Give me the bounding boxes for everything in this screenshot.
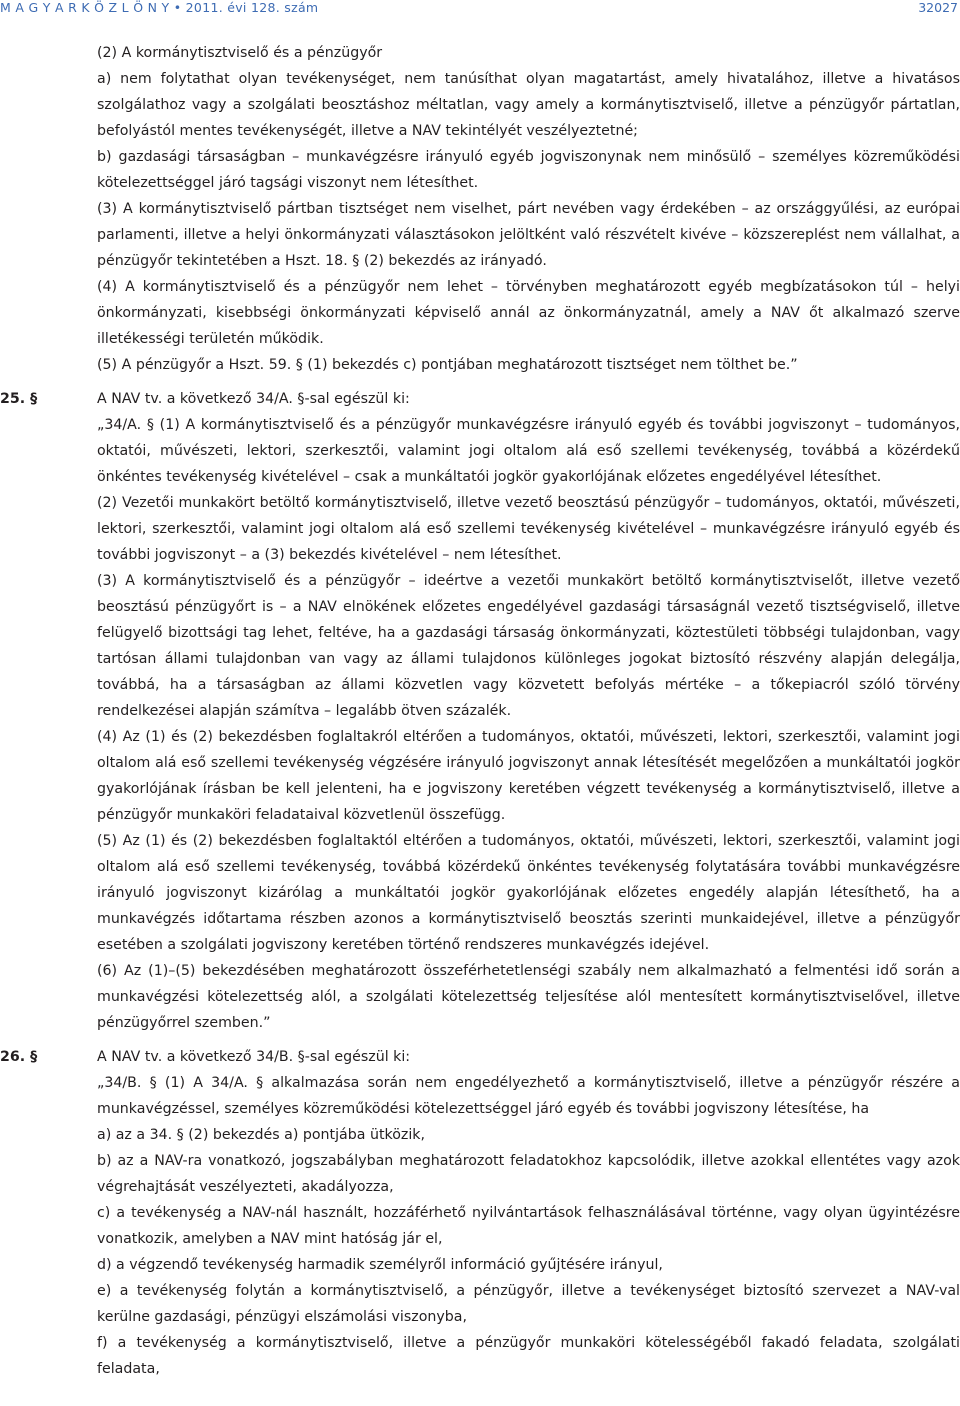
paragraph: „34/A. § (1) A kormánytisztviselő és a pénzügyőr munkavégzésre irányuló egyéb és további jogviszonyt – tudományos, oktatói, művészeti, lektori, szerkesztői, valamint jogi oltalom alá eső szellemi tevékenység, továbbá a közérdekű önkéntes tevékenység kivételével – csak a munkáltatói jogkör gyakorlójának előzetes engedélyével létesíthet. bbox=[97, 417, 960, 485]
paragraph: (5) Az (1) és (2) bekezdésben foglaltaktól eltérően a tudományos, oktatói, művészeti, lektori, szerkesztői, valamint jogi oltalom alá eső szellemi tevékenység, továbbá közérdekű önkéntes tevékenység folytatására további munkavégzésre irányuló jogviszonyt kizárólag a munkáltatói jogkör gyakorlójának előzetes engedély alapján létesíthető, ha a munkavégzés időtartama részben azonos a kormánytisztviselő beosztás szerinti munkaidejével, illetve a pénzügyőr esetében a szolgálati jogviszony keretében történő rendszeres munkavégzés idejével. bbox=[97, 833, 960, 953]
paragraph: b) gazdasági társaságban – munkavégzésre irányuló egyéb jogviszonynak nem minősülő – személyes közreműködési kötelezettséggel járó tagsági viszonyt nem létesíthet. bbox=[97, 149, 960, 191]
list-item: e) a tevékenység folytán a kormánytisztviselő, a pénzügyőr, illetve a tevékenységet biztosító szervezet a NAV-val kerülne gazdasági, pénzügyi elszámolási viszonyba, bbox=[97, 1283, 960, 1325]
paragraph: (6) Az (1)–(5) bekezdésében meghatározott összeférhetetlenségi szabály nem alkalmazható a felmentési idő során a munkavégzési kötelezettség alól, a szolgálati kötelezettség teljesítése alól mentesített kormánytisztviselővel, illetve pénzügyőrrel szemben.” bbox=[97, 963, 960, 1031]
page-header bbox=[0, 0, 960, 20]
section-26 bbox=[0, 1044, 960, 1382]
section-number: 25. § bbox=[0, 391, 38, 407]
section-spacer bbox=[0, 1036, 960, 1044]
paragraph: (2) Vezetői munkakört betöltő kormánytisztviselő, illetve vezető beosztású pénzügyőr – tudományos, oktatói, művészeti, lektori, szerkesztői, valamint jogi oltalom alá eső szellemi tevékenység kivételével – munkavégzésre irányuló egyéb és további jogviszonyt – a (3) bekezdés kivételével – nem létesíthet. bbox=[97, 495, 960, 563]
paragraph: „34/B. § (1) A 34/A. § alkalmazása során nem engedélyezhető a kormánytisztviselő, illetve a pénzügyőr részére a munkavégzéssel, személyes közreműködési kötelezettséggel járó egyéb és további jogviszony létesítése, ha bbox=[97, 1075, 960, 1117]
section-number: 26. § bbox=[0, 1049, 38, 1065]
list-item: a) az a 34. § (2) bekezdés a) pontjába ütközik, bbox=[97, 1127, 426, 1143]
section-intro: A NAV tv. a következő 34/B. §-sal egészül ki: bbox=[97, 1049, 411, 1065]
list-item: f) a tevékenység a kormánytisztviselő, illetve a pénzügyőr munkaköri kötelességéből fakadó feladata, szolgálati feladata, bbox=[97, 1335, 960, 1377]
document-body bbox=[0, 40, 960, 1382]
section-spacer bbox=[0, 378, 960, 386]
paragraph: (3) A kormánytisztviselő pártban tisztséget nem viselhet, párt nevében vagy érdekében – az országgyűlési, az európai parlamenti, illetve a helyi önkormányzati választásokon jelöltként való részvételt kivéve – közszereplést nem vállalhat, a pénzügyőr tekintetében a Hszt. 18. § (2) bekezdés az irányadó. bbox=[97, 201, 960, 269]
section-25 bbox=[0, 386, 960, 1036]
paragraph: (2) A kormánytisztviselő és a pénzügyőr bbox=[97, 45, 383, 61]
section-intro: A NAV tv. a következő 34/A. §-sal egészül ki: bbox=[97, 391, 410, 407]
paragraph: (4) Az (1) és (2) bekezdésben foglaltakról eltérően a tudományos, oktatói, művészeti, lektori, szerkesztői, valamint jogi oltalom alá eső szellemi tevékenység végzésére irányuló jogviszonyt annak létesítését megelőzően a munkáltatói jogkör gyakorlójának írásban be kell jelenteni, ha e jogviszony keretében végzett tevékenység a kormánytisztviselő, illetve a pénzügyőr munkaköri feladataival közvetlenül összefügg. bbox=[97, 729, 960, 823]
journal-title: M A G Y A R K Ö Z L Ö N Y • 2011. évi 128. szám bbox=[0, 0, 319, 15]
list-item: c) a tevékenység a NAV-nál használt, hozzáférhető nyilvántartások felhasználásával történne, vagy olyan ügyintézésre vonatkozik, amelyben a NAV mint hatóság jár el, bbox=[97, 1205, 960, 1247]
paragraph: (5) A pénzügyőr a Hszt. 59. § (1) bekezdés c) pontjában meghatározott tisztséget nem tölthet be.” bbox=[97, 357, 798, 373]
paragraph: (4) A kormánytisztviselő és a pénzügyőr nem lehet – törvényben meghatározott egyéb megbízatásokon túl – helyi önkormányzati, kisebbségi önkormányzati képviselő annál az önkormányzatnál, amely a NAV őt alkalmazó szerve illetékességi területén működik. bbox=[97, 279, 960, 347]
list-item: b) az a NAV-ra vonatkozó, jogszabályban meghatározott feladatokhoz kapcsolódik, illetve azokkal ellentétes vagy azok végrehajtását veszélyezteti, akadályozza, bbox=[97, 1153, 960, 1195]
list-item: d) a végzendő tevékenység harmadik személyről információ gyűjtésére irányul, bbox=[97, 1257, 663, 1273]
paragraph: a) nem folytathat olyan tevékenységet, nem tanúsíthat olyan magatartást, amely hivatalához, illetve a hivatásos szolgálathoz vagy a szolgálati beosztáshoz méltatlan, vagy amely a kormánytisztviselő, illetve a pénzügyőr pártatlan, befolyástól mentes tevékenységét, illetve a NAV tekintélyét veszélyeztetné; bbox=[97, 71, 960, 139]
paragraph: (3) A kormánytisztviselő és a pénzügyőr – ideértve a vezetői munkakört betöltő kormánytisztviselőt, illetve vezető beosztású pénzügyőrt is – a NAV elnökének előzetes engedélyével gazdasági társaságnál vezető tisztségviselő, illetve felügyelő bizottsági tag lehet, feltéve, ha a gazdasági társaság önkormányzati, köztestületi többségi tulajdonban, vagy tartósan állami tulajdonban van vagy az állami tulajdonos különleges jogokat biztosító részvény alapján delegálja, továbbá, ha a társaságban az állami közvetlen vagy közvetett befolyás mértéke – a tőkepiacról szóló törvény rendelkezései alapján számítva – legalább ötven százalék. bbox=[97, 573, 960, 719]
page-number: 32027 bbox=[918, 0, 958, 15]
